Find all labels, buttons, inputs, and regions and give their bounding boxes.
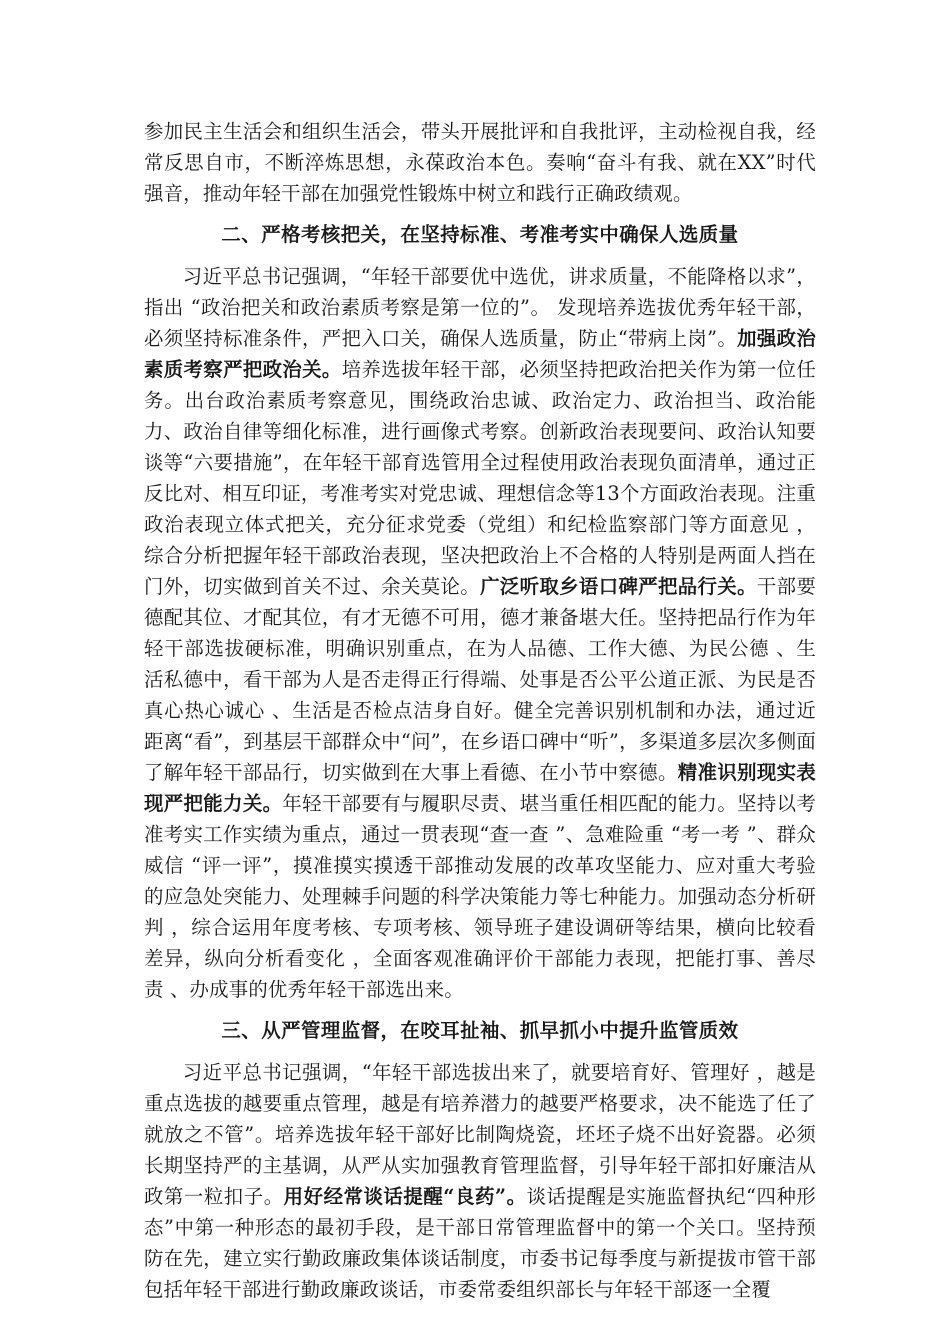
paragraph-section-2: [144, 261, 816, 1005]
text-run: 培养选拔年轻干部，必须坚持把政治把关作为第一位任务。出台政治素质考察意见，围绕政治忠诚、政治定力、政治担当、政治能力、政治自律等细化标准，进行画像式考察。创新政治表现要问、政治认知要谈等“六要措施”，在年轻干部育选管用全过程使用政治表现负面清单，通过正反比对、相互印证，考准考实对党忠诚、理想信念等13个方面政治表现。注重政治表现立体式把关，充分征求党委（党组）和纪检监察部门等方面意见 ，综合分析把握年轻干部政治表现，坚决把政治上不合格的人特别是两面人挡在门外，切实做到首关不过、余关莫论。: [144, 358, 816, 598]
paragraph-section-3: [144, 1057, 816, 1305]
text-run: 年轻干部要有与履职尽责、堪当重任相匹配的能力。坚持以考准考实工作实绩为重点，通过一贯表现“查一查 ”、急难险重 “考一考 ”、群众威信 “评一评”，摸准摸实摸透干部推动发展的改革攻坚能力、应对重大考验的应急处突能力、处理棘手问题的科学决策能力等七种能力。加强动态分析研判 ，综合运用年度考核、专项考核、领导班子建设调研等结果，横向比较看差异，纵向分析看变化 ，全面客观准确评价干部能力表现，把能打事、善尽责 、办成事的优秀年轻干部选出来。: [144, 792, 816, 1001]
bold-subheading-political: 加强政治素质考察严把政治关。: [144, 327, 816, 381]
text-run: 习近平总书记强调，“年轻干部要优中选优，讲求质量，不能降格以求”，指出 “政治把关和政治素质考察是第一位的”。 发现培养选拔优秀年轻干部，必须坚持标准条件，严把入口关，确保人选质量，防止“带病上岗”。: [144, 265, 816, 350]
bold-subheading-talk: 用好经常谈话提醒“良药”。: [283, 1185, 527, 1208]
document-page: [144, 116, 816, 1305]
text-run: 谈话提醒是实施监督执纪“四种形态”中第一种形态的最初手段，是干部日常管理监督中的第一个关口。坚持预防在先，建立实行勤政廉政集体谈话制度，市委书记每季度与新提拔市管干部包括年轻干部进行勤政廉政谈话，市委常委组织部长与年轻干部逐一全覆: [144, 1185, 817, 1301]
text-run: 干部要德配其位、才配其位，有才无德不可用，德才兼备堪大任。坚持把品行作为年轻干部选拔硬标准，明确识别重点，在为人品德、工作大德、为民公德 、生活私德中，看干部为人是否走得正行得端、处事是否公平公道正派、为民是否真心热心诚心 、生活是否检点洁身自好。健全完善识别机制和办法，通过近距离“看”，到基层干部群众中“问”，在乡语口碑中“听”，多渠道多层次多侧面了解年轻干部品行，切实做到在大事上看德、在小节中察德。: [144, 575, 816, 784]
paragraph-continued: 参加民主生活会和组织生活会，带头开展批评和自我批评，主动检视自我，经常反思自市，不断淬炼思想，永葆政治本色。奏响“奋斗有我、就在XX”时代强音，推动年轻干部在加强党性锻炼中树立和践行正确政绩观。: [144, 120, 816, 205]
bold-subheading-character: 广泛听取乡语口碑严把品行关。: [480, 575, 757, 598]
section-heading-2: 二、严格考核把关，在坚持标准、考准考实中确保人选质量: [221, 223, 739, 246]
text-run: 习近平总书记强调，“年轻干部选拔出来了，就要培育好、管理好 ，越是重点选拔的越要重点管理，越是有培养潜力的越要严格要求，决不能选了任了就放之不管”。培养选拔年轻干部好比制陶烧瓷，坯坯子烧不出好瓷器。必须长期坚持严的主基调，从严从实加强教育管理监督，引导年轻干部扣好廉洁从政第一粒扣子。: [144, 1061, 816, 1208]
bold-subheading-ability: 精准识别现实表现严把能力关。: [144, 761, 816, 815]
section-heading-3: 三、从严管理监督，在咬耳扯袖、抓早抓小中提升监管质效: [221, 1019, 739, 1042]
